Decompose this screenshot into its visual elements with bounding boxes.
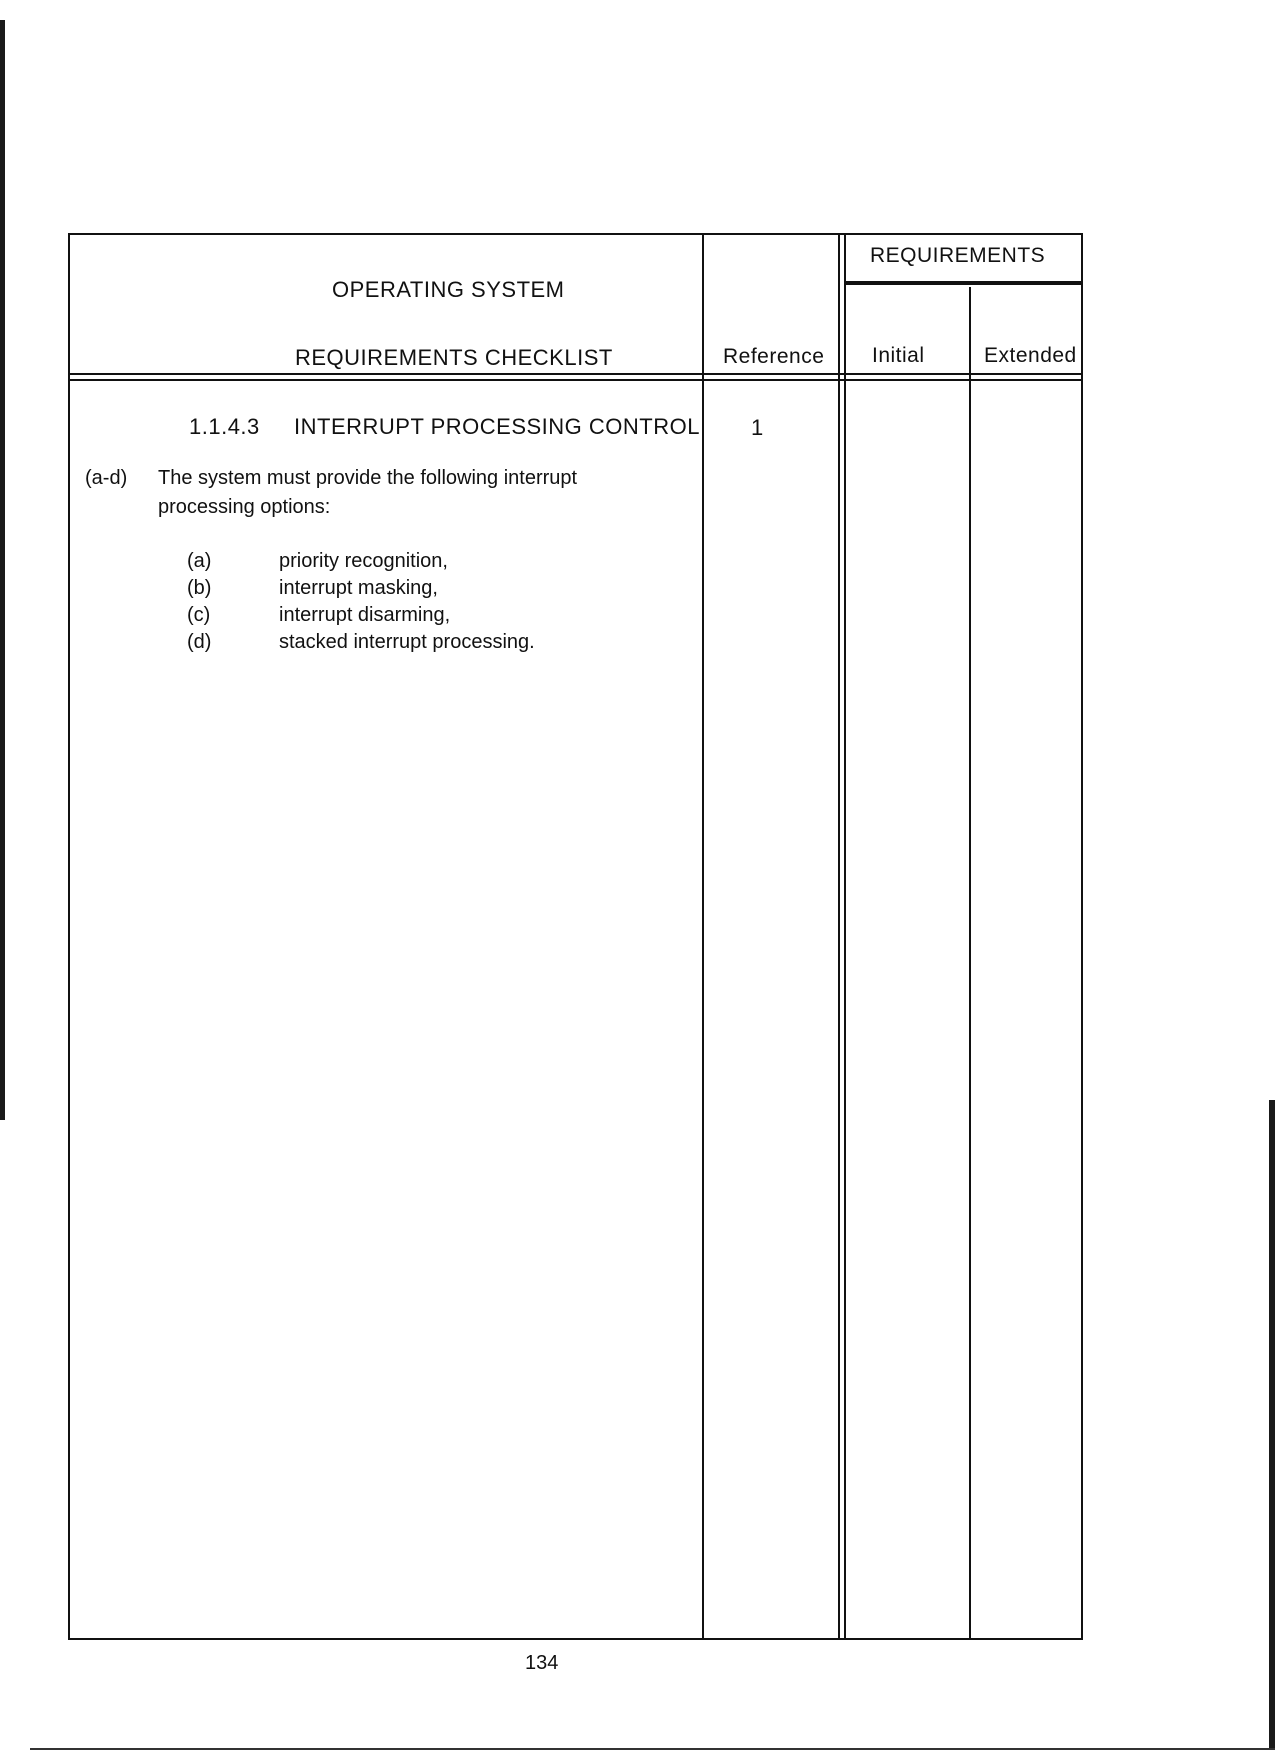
scan-bottom-line bbox=[30, 1748, 1275, 1750]
item-text: interrupt disarming, bbox=[279, 604, 451, 626]
requirements-column-label: REQUIREMENTS bbox=[870, 244, 1046, 267]
header-rule-bottom bbox=[70, 379, 1083, 381]
requirements-column-divider-a bbox=[838, 235, 840, 1640]
initial-column-label: Initial bbox=[872, 344, 925, 367]
page-number: 134 bbox=[525, 1652, 559, 1674]
extended-column-label: Extended bbox=[984, 344, 1077, 367]
item-label: (a) bbox=[187, 550, 212, 572]
item-text: stacked interrupt processing. bbox=[279, 631, 535, 653]
requirement-tag: (a-d) bbox=[85, 467, 128, 489]
section-title: INTERRUPT PROCESSING CONTROL bbox=[294, 414, 700, 439]
item-label: (d) bbox=[187, 631, 212, 653]
scan-edge-right bbox=[1269, 1100, 1275, 1750]
item-label: (b) bbox=[187, 577, 212, 599]
scan-edge-left bbox=[0, 20, 5, 1120]
form-title-line1: OPERATING SYSTEM bbox=[332, 277, 565, 302]
checklist-form bbox=[68, 233, 1083, 1640]
item-text: priority recognition, bbox=[279, 550, 448, 572]
requirement-text-line2: processing options: bbox=[158, 496, 331, 518]
header-rule-top bbox=[70, 373, 1083, 375]
section-reference: 1 bbox=[751, 415, 764, 440]
requirements-column-divider-b bbox=[844, 235, 846, 1640]
reference-column-divider bbox=[702, 235, 704, 1640]
section-number: 1.1.4.3 bbox=[189, 414, 260, 439]
form-title-line2: REQUIREMENTS CHECKLIST bbox=[295, 345, 613, 370]
item-label: (c) bbox=[187, 604, 211, 626]
initial-extended-divider bbox=[969, 287, 971, 1640]
reference-column-label: Reference bbox=[723, 345, 825, 368]
requirements-header-rule bbox=[845, 281, 1083, 285]
requirement-text-line1: The system must provide the following interrupt bbox=[158, 467, 578, 489]
item-text: interrupt masking, bbox=[279, 577, 438, 599]
